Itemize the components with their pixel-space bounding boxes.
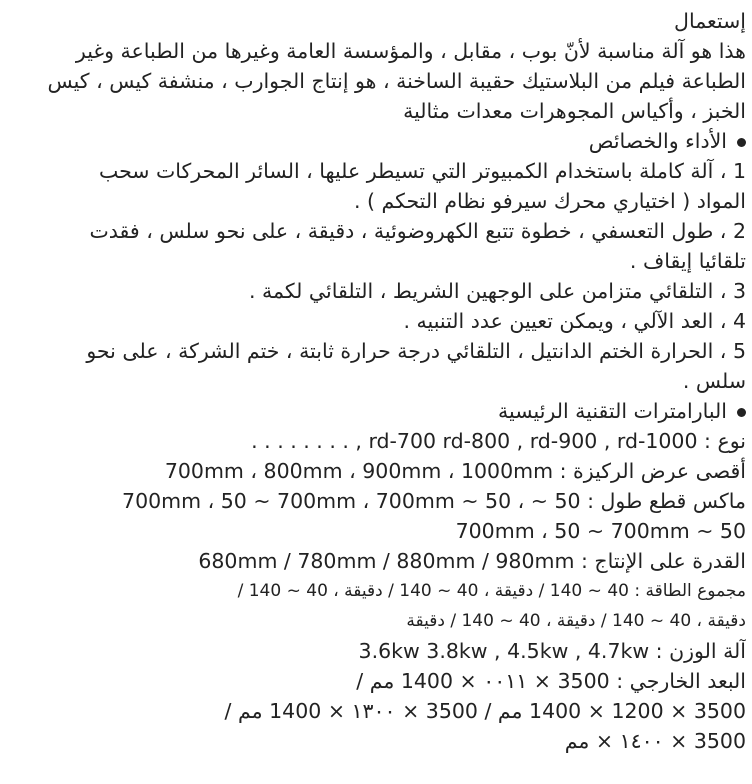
section-heading-text: الأداء والخصائص <box>588 129 727 153</box>
feature-item-line: 1 ، آلة كاملة باستخدام الكمبيوتر التي تسيطر عليها ، السائر المحركات سحب <box>98 159 746 183</box>
spec-line-dimensions: البعد الخارجي : 3500 × ٠٠١١ × 1400 مم / <box>356 669 746 693</box>
feature-item-line: المواد ( اختياري محرك سيرفو نظام التحكم ) . <box>353 189 746 213</box>
spec-line-cut-length: ماكس قطع طول : 50 ~ ، 50 ~ 700mm ، 50 ~ 700mm ، 700mm <box>122 489 746 513</box>
spec-line-width: أقصى عرض الركيزة : 700mm ، 800mm ، 900mm ، 1000mm <box>164 459 746 483</box>
heading-usage: إستعمال <box>674 9 746 33</box>
usage-text-line: الطباعة فيلم من البلاستيك حقيبة الساخنة ، هو إنتاج الجوارب ، منشفة كيس ، كيس <box>47 69 746 93</box>
feature-item-line: 2 ، طول التعسفي ، خطوة تتبع الكهروضوئية ، دقيقة ، على نحو سلس ، فقدت <box>89 219 746 243</box>
spec-line-type: نوع : rd-700 rd-800 , rd-900 , rd-1000 , . . . . . . . . <box>251 429 746 453</box>
section-heading-performance <box>8 126 746 156</box>
feature-item-line: 3 ، التلقائي متزامن على الوجهين الشريط ، التلقائي لكمة . <box>248 279 746 303</box>
feature-item-line: تلقائيا إيقاف . <box>629 249 746 273</box>
spec-line-weight: آلة الوزن : 3.6kw 3.8kw , 4.5kw , 4.7kw <box>358 639 746 663</box>
spec-line-dimensions: 3500 × ١٤٠٠ × مم <box>564 729 746 753</box>
bullet-icon <box>737 138 746 147</box>
feature-item-line: سلس . <box>682 369 746 393</box>
spec-line-cut-length: 50 ~ 700mm ، 50 ~ 700mm <box>455 519 746 543</box>
spec-line-dimensions: 3500 × 1200 × 1400 مم / 3500 × ١٣٠٠ × 1400 مم / <box>224 699 746 723</box>
spec-line-capacity: القدرة على الإنتاج : 680mm / 780mm / 880mm / 980mm <box>198 549 746 573</box>
section-heading-parameters <box>8 396 746 426</box>
spec-line-power: دقيقة ، 40 ~ 140 / دقيقة ، 40 ~ 140 / دقيقة <box>406 611 746 631</box>
spec-line-power: مجموع الطاقة : 40 ~ 140 / دقيقة ، 40 ~ 140 / دقيقة ، 40 ~ 140 / <box>237 581 746 601</box>
usage-text-line: الخبز ، وأكياس المجوهرات معدات مثالية <box>403 99 746 123</box>
feature-item-line: 4 ، العد الآلي ، ويمكن تعيين عدد التنبيه . <box>403 309 746 333</box>
bullet-icon <box>737 408 746 417</box>
section-heading-text: البارامترات التقنية الرئيسية <box>498 399 727 423</box>
feature-item-line: 5 ، الحرارة الختم الدانتيل ، التلقائي درجة حرارة ثابتة ، ختم الشركة ، على نحو <box>86 339 746 363</box>
usage-text-line: هذا هو آلة مناسبة لأنّ بوب ، مقابل ، والمؤسسة العامة وغيرها من الطباعة وغير <box>75 39 746 63</box>
